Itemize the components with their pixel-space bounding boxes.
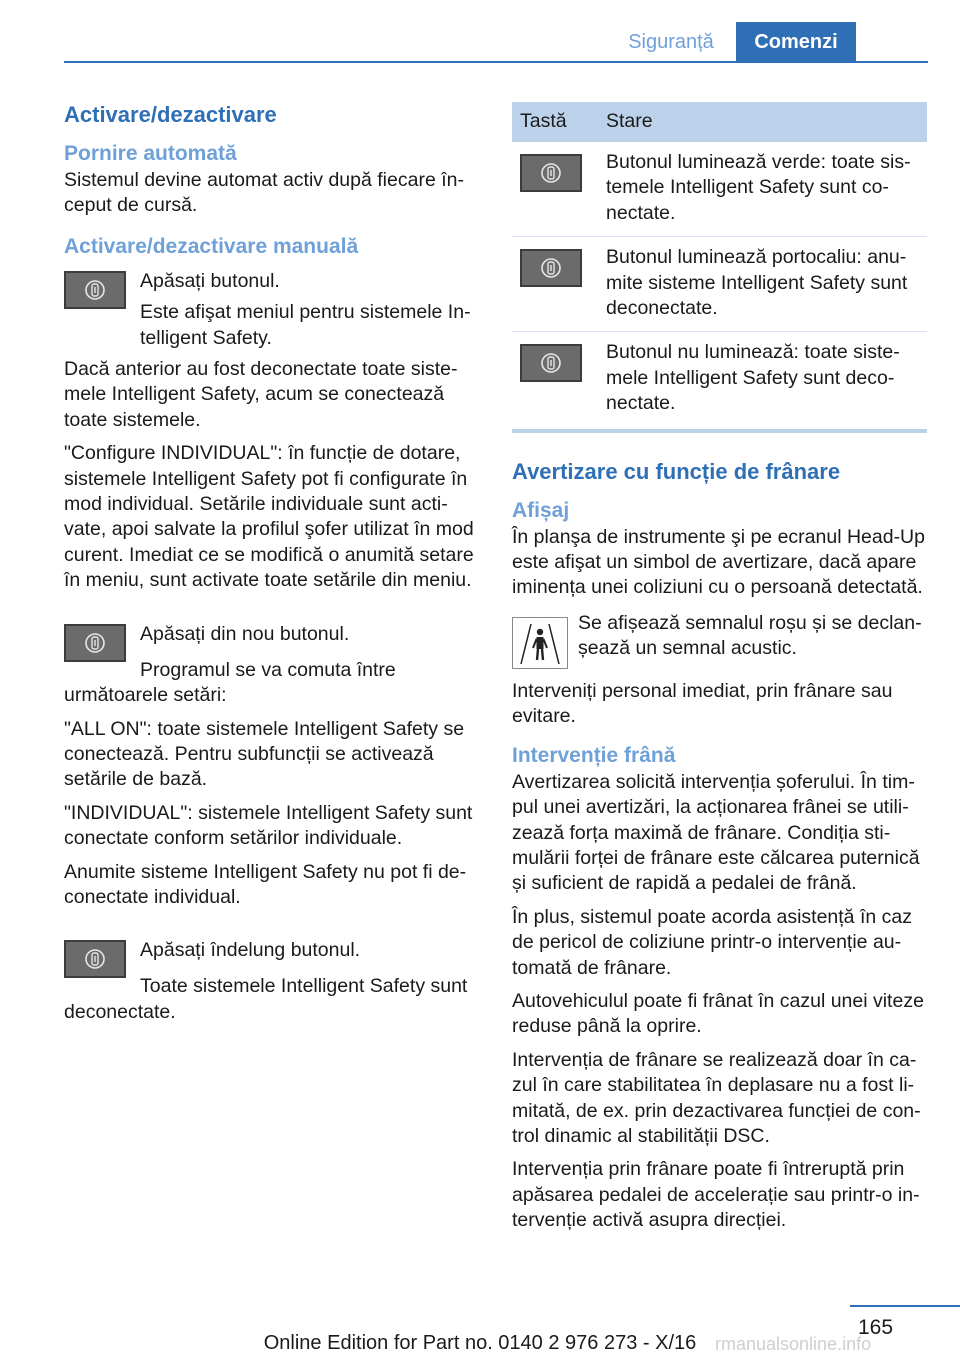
- paragraph-brake-3: Autovehiculul poate fi frânat în cazul unei viteze reduse până la oprire.: [512, 989, 924, 1038]
- paragraph-all-on: "ALL ON": toate sistemele Intelligent Safety se conectează. Pentru subfuncții se activează setările de bază.: [64, 717, 465, 791]
- section-heading-braking-warning: Avertizare cu funcție de frânare: [512, 458, 841, 484]
- table-header-key: Tastă: [512, 102, 598, 142]
- intelligent-safety-button-icon: [64, 940, 126, 978]
- table-cell-state: Butonul luminează portocaliu: anumite sisteme Intelligent Safety sunt deconectate.: [598, 237, 927, 332]
- footer-rule: [850, 1305, 960, 1307]
- right-column: [512, 102, 927, 1242]
- subheading-brake-intervention: Intervenție frână: [512, 743, 676, 767]
- footer-edition: Online Edition for Part no. 0140 2 976 273 - X/16: [263, 1332, 697, 1354]
- instruction-press-button: [64, 269, 482, 351]
- paragraph-auto-start: Sistemul devine automat activ după fiecare început de cursă.: [64, 169, 464, 217]
- subheading-auto-start: Pornire automată: [64, 142, 237, 165]
- intelligent-safety-button-icon: [520, 249, 582, 287]
- paragraph-individual: "INDIVIDUAL": sistemele Intelligent Safety sunt conectate conform setărilor individuale.: [64, 801, 473, 850]
- header-tab-controls: Comenzi: [736, 22, 856, 62]
- warning-symbol-text: Se afișează semnalul roșu și se declanșează un semnal acustic.: [578, 611, 922, 660]
- pedestrian-warning-icon: [512, 617, 568, 669]
- paragraph-previously-disconnected: Dacă anterior au fost deconectate toate sistemele Intelligent Safety, acum se conectează toate sistemele.: [64, 358, 458, 431]
- table-row: [512, 237, 927, 332]
- table-row: [512, 142, 927, 237]
- subheading-manual: Activare/dezactivare manuală: [64, 234, 359, 258]
- table-bottom-rule: [512, 429, 927, 433]
- warning-symbol-row: [512, 611, 927, 671]
- page-number: 165: [858, 1316, 894, 1339]
- section-heading-activation: Activare/dezactivare: [64, 102, 277, 127]
- table-cell-state: Butonul luminează verde: toate sistemele Intelligent Safety sunt conectate.: [598, 142, 927, 237]
- paragraph-brake-1: Avertizarea solicită intervenția șoferului. În timpul unei avertizări, la acționarea frânei se utilizează forța maximă de frânare. Condiția stimulării forței de frânare este călcarea puternică și suficient de rapidă a pedalei de frână.: [512, 770, 920, 895]
- header-tab-safety: Siguranță: [628, 31, 714, 53]
- instruction-press-again: [64, 622, 482, 672]
- menu-shown-text: Este afişat meniul pentru sistemele Intelligent Safety.: [140, 301, 471, 349]
- paragraph-brake-4: Intervenția de frânare se realizează doar în cazul în care stabilitatea în deplasare nu a fost limitată, de ex. prin dezactivarea funcției de control dinamic al stabilității DSC.: [512, 1048, 921, 1147]
- paragraph-configure-individual: "Configure INDIVIDUAL": în funcție de dotare, sistemele Intelligent Safety pot fi configurate în mod individual. Setările individuale sunt activate, apoi salvate la profilul şofer utilizat în mod curent. Imediat ce se modifică o anumită setare în meniu, sunt activate toate setările din meniu.: [64, 442, 474, 592]
- intelligent-safety-button-icon: [64, 624, 126, 662]
- watermark: rmanualsonline.info: [715, 1334, 872, 1354]
- paragraph-display: În planşa de instrumente şi pe ecranul Head-Up este afişat un simbol de avertizare, dacă apare iminența unei coliziuni cu o persoană detectată.: [512, 525, 925, 599]
- press-again-text: Apăsați din nou butonul.: [140, 622, 350, 645]
- paragraph-some-systems: Anumite sisteme Intelligent Safety nu pot fi deconectate individual.: [64, 860, 467, 908]
- left-column: [64, 100, 482, 1033]
- button-states-table: [512, 102, 927, 427]
- paragraph-brake-2: În plus, sistemul poate acorda asistență în caz de pericol de coliziune printr-o intervenție automată de frânare.: [512, 905, 912, 979]
- table-row: [512, 332, 927, 427]
- instruction-long-press: [64, 938, 482, 988]
- subheading-display: Afișaj: [512, 498, 570, 522]
- press-button-text: Apăsați butonul.: [140, 269, 280, 292]
- table-header-state: Stare: [598, 102, 927, 142]
- intelligent-safety-button-icon: [520, 344, 582, 382]
- long-press-text: Apăsați îndelung butonul.: [140, 939, 361, 962]
- paragraph-brake-5: Intervenția prin frânare poate fi întreruptă prin apăsarea pedalei de accelerație sau printr-o intervenție activă asupra direcției.: [512, 1158, 920, 1232]
- table-cell-state: Butonul nu luminează: toate sistemele Intelligent Safety sunt deconectate.: [606, 341, 900, 415]
- paragraph-all-off: Toate sistemele Intelligent Safety sunt deconectate.: [64, 975, 468, 1023]
- header-rule: [64, 61, 928, 63]
- paragraph-program-switch: Programul se va comuta între următoarele setări:: [64, 658, 396, 707]
- intelligent-safety-button-icon: [64, 271, 126, 309]
- intelligent-safety-button-icon: [520, 154, 582, 192]
- paragraph-intervene: Interveniți personal imediat, prin frânare sau evitare.: [512, 679, 893, 728]
